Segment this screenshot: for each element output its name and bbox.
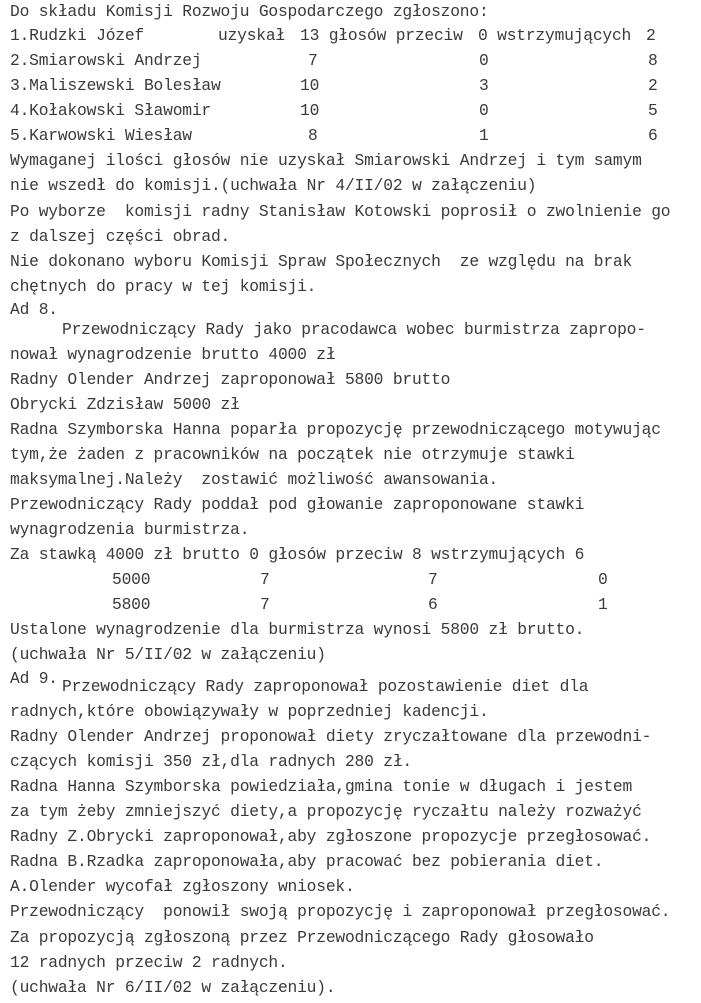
text-line: 12 radnych przeciw 2 radnych. xyxy=(10,953,288,972)
section-heading-ad9: Ad 9. xyxy=(10,669,58,688)
text-line: Przewodniczący Rady zaproponował pozostawienie diet dla xyxy=(62,677,589,696)
text-line: Radna Szymborska Hanna poparła propozycję przewodniczącego motywując xyxy=(10,420,661,439)
votes-header-against: 0 wstrzymujących xyxy=(478,26,632,45)
candidate-against: 0 xyxy=(479,51,489,70)
candidate-name: 4.Kołakowski Sławomir xyxy=(10,101,211,120)
candidate-against: 0 xyxy=(479,101,489,120)
text-line: Wymaganej ilości głosów nie uzyskał Smiarowski Andrzej i tym samym xyxy=(10,151,642,170)
text-line: Obrycki Zdzisław 5000 zł xyxy=(10,395,240,414)
votes-header-abstain: 2 xyxy=(646,26,656,45)
candidate-for: 10 xyxy=(300,101,320,120)
rate-amount: 5000 xyxy=(112,570,151,589)
votes-header-for: 13 głosów przeciw xyxy=(300,26,463,45)
rate-line: Za stawką 4000 zł brutto 0 głosów przeciw 8 wstrzymujących 6 xyxy=(10,545,585,564)
text-line: nował wynagrodzenie brutto 4000 zł xyxy=(10,345,336,364)
candidate-abstain: 6 xyxy=(648,126,658,145)
candidate-name: 5.Karwowski Wiesław xyxy=(10,126,192,145)
text-line: radnych,które obowiązywały w poprzedniej kadencji. xyxy=(10,702,489,721)
text-line: maksymalnej.Należy zostawić możliwość awansowania. xyxy=(10,470,499,489)
candidate-name: 1.Rudzki Józef xyxy=(10,26,144,45)
text-line: za tym żeby zmniejszyć diety,a propozycję ryczałtu należy rozważyć xyxy=(10,802,642,821)
text-line: z dalszej części obrad. xyxy=(10,227,231,246)
candidate-abstain: 8 xyxy=(648,51,658,70)
rate-for: 7 xyxy=(260,595,270,614)
candidate-abstain: 5 xyxy=(648,101,658,120)
rate-for: 7 xyxy=(260,570,270,589)
text-line: Nie dokonano wyboru Komisji Spraw Społecznych ze względu na brak xyxy=(10,252,633,271)
text-line: (uchwała Nr 5/II/02 w załączeniu) xyxy=(10,645,326,664)
votes-header-uzyskal: uzyskał xyxy=(218,26,285,45)
text-line: tym,że żaden z pracowników na początek nie otrzymuje stawki xyxy=(10,445,575,464)
text-line: Ustalone wynagrodzenie dla burmistrza wynosi 5800 zł brutto. xyxy=(10,620,585,639)
rate-against: 7 xyxy=(428,570,438,589)
rate-amount: 5800 xyxy=(112,595,151,614)
text-line: Radny Z.Obrycki zaproponował,aby zgłoszone propozycje przegłosować. xyxy=(10,827,652,846)
text-line: czących komisji 350 zł,dla radnych 280 zł. xyxy=(10,752,412,771)
text-line: Przewodniczący Rady jako pracodawca wobec burmistrza zapropo- xyxy=(62,320,646,339)
candidate-for: 7 xyxy=(308,51,318,70)
text-line: Radna Hanna Szymborska powiedziała,gmina tonie w długach i jestem xyxy=(10,777,633,796)
text-line: Radny Olender Andrzej zaproponował 5800 brutto xyxy=(10,370,451,389)
text-line: Przewodniczący Rady poddał pod głowanie zaproponowane stawki xyxy=(10,495,585,514)
text-line: Przewodniczący ponowił swoją propozycję i zaproponował przegłosować. xyxy=(10,902,671,921)
text-line: wynagrodzenia burmistrza. xyxy=(10,520,250,539)
text-line: Za propozycją zgłoszoną przez Przewodniczącego Rady głosowało xyxy=(10,928,594,947)
candidate-against: 3 xyxy=(479,76,489,95)
candidate-for: 8 xyxy=(308,126,318,145)
rate-abstain: 1 xyxy=(598,595,608,614)
rate-abstain: 0 xyxy=(598,570,608,589)
text-line: chętnych do pracy w tej komisji. xyxy=(10,277,317,296)
rate-against: 6 xyxy=(428,595,438,614)
candidate-name: 3.Maliszewski Bolesław xyxy=(10,76,221,95)
candidate-against: 1 xyxy=(479,126,489,145)
text-line: A.Olender wycofał zgłoszony wniosek. xyxy=(10,877,355,896)
text-line: Radny Olender Andrzej proponował diety zryczałtowane dla przewodni- xyxy=(10,727,652,746)
text-line: nie wszedł do komisji.(uchwała Nr 4/II/02 w załączeniu) xyxy=(10,176,537,195)
text-line: Radna B.Rzadka zaproponowała,aby pracować bez pobierania diet. xyxy=(10,852,604,871)
candidate-for: 10 xyxy=(300,76,320,95)
candidate-name: 2.Smiarowski Andrzej xyxy=(10,51,202,70)
intro-line: Do składu Komisji Rozwoju Gospodarczego zgłoszono: xyxy=(10,2,489,21)
candidate-abstain: 2 xyxy=(648,76,658,95)
text-line: (uchwała Nr 6/II/02 w załączeniu). xyxy=(10,978,336,997)
section-heading-ad8: Ad 8. xyxy=(10,300,58,319)
text-line: Po wyborze komisji radny Stanisław Kotowski poprosił o zwolnienie go xyxy=(10,202,671,221)
